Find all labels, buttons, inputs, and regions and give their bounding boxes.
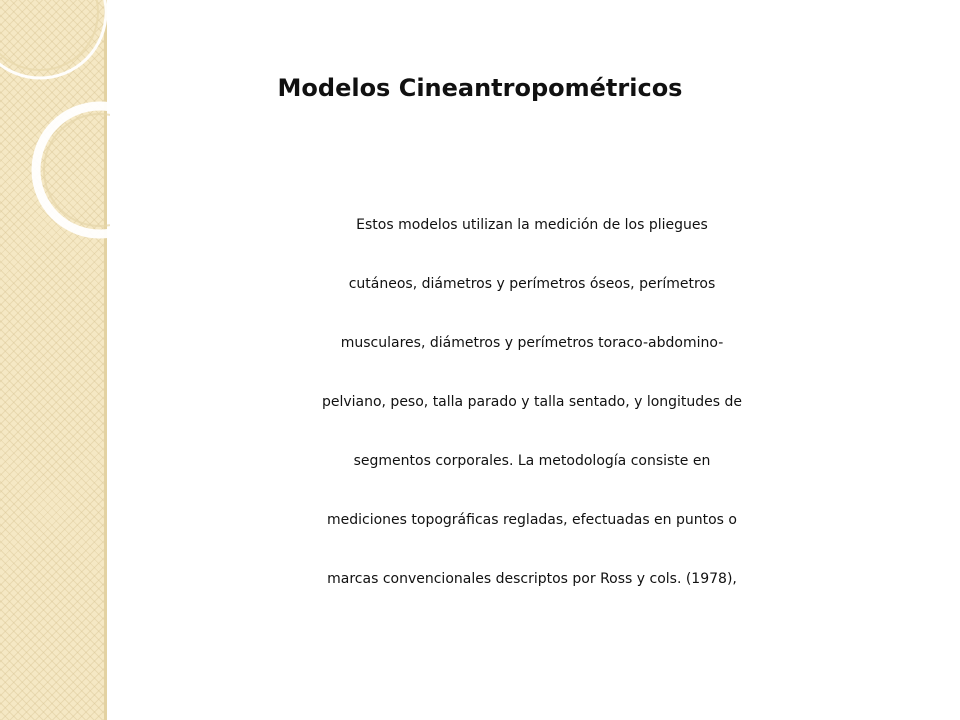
body-line: segmentos corporales. La metodología consiste en: [353, 453, 711, 469]
decorative-rings: [0, 0, 110, 240]
body-line: Estos modelos utilizan la medición de los pliegues: [356, 217, 708, 233]
body-line: musculares, diámetros y perímetros toraco-abdomino-: [340, 335, 724, 351]
slide-title: Modelos Cineantropométricos: [277, 74, 683, 102]
body-paragraph: [104, 196, 960, 609]
body-line: cutáneos, diámetros y perímetros óseos, perímetros: [348, 276, 716, 292]
body-line: pelviano, peso, talla parado y talla sentado, y longitudes de: [321, 394, 743, 410]
body-line: mediciones topográficas regladas, efectuadas en puntos o: [327, 512, 737, 528]
body-line: marcas convencionales descriptos por Ross y cols. (1978),: [327, 571, 737, 587]
